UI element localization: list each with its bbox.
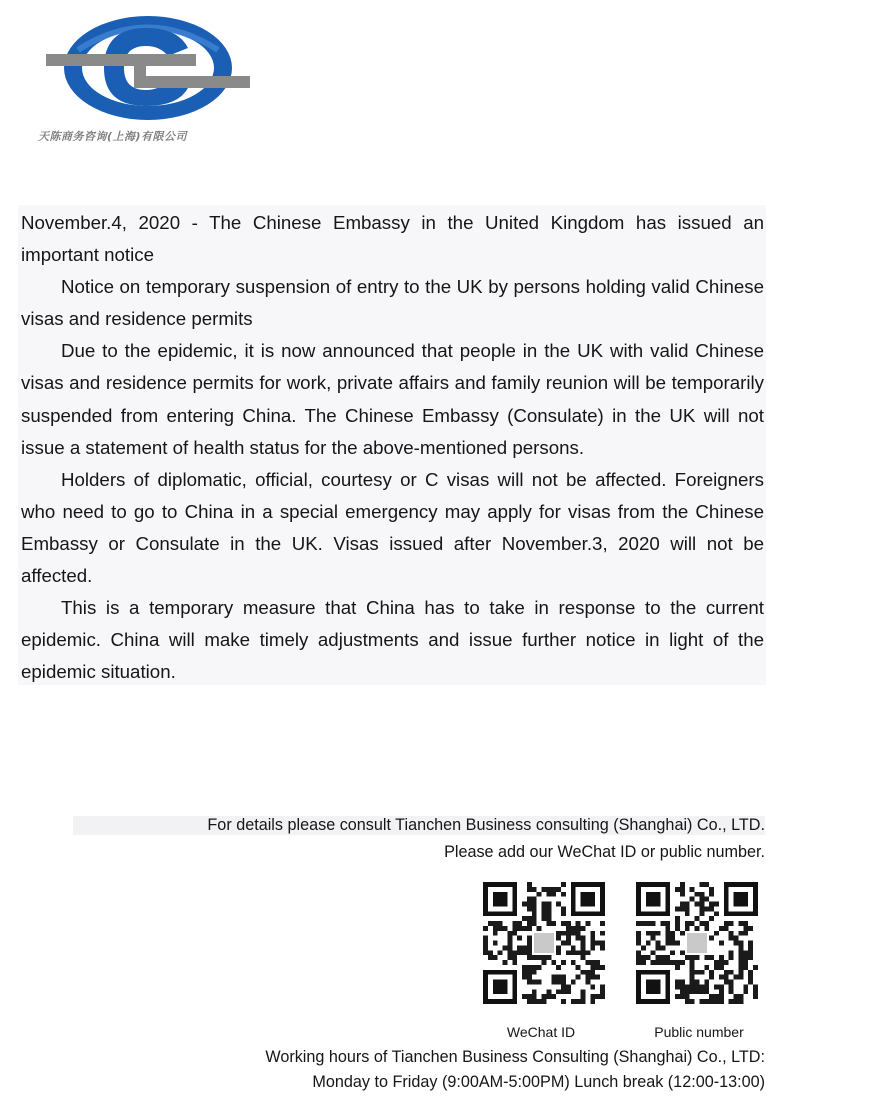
notice-body — [18, 205, 766, 685]
company-logo — [38, 10, 258, 145]
wechat-invite-line: Please add our WeChat ID or public number. — [444, 843, 765, 861]
company-logo-caption: 天陈商务咨询(上海)有限公司 — [38, 130, 188, 143]
wechat-id-label: WeChat ID — [506, 1024, 576, 1040]
contact-details-line: For details please consult Tianchen Business consulting (Shanghai) Co., LTD. — [73, 816, 765, 835]
public-number-label: Public number — [654, 1024, 744, 1040]
public-number-qr-code-icon[interactable] — [636, 882, 758, 1004]
company-logo-emblem-icon — [38, 10, 258, 130]
notice-paragraph: Notice on temporary suspension of entry to the UK by persons holding valid Chinese visas and residence permits — [21, 276, 764, 330]
working-hours-title: Working hours of Tianchen Business Consulting (Shanghai) Co., LTD: — [265, 1048, 765, 1066]
notice-paragraph: This is a temporary measure that China has to take in response to the current epidemic. China will make timely adjustments and issue further notice in light of the epidemic situation. — [21, 597, 764, 683]
notice-paragraph: Holders of diplomatic, official, courtesy or C visas will not be affected. Foreigners who need to go to China in a special emergency may apply for visas from the Chinese Embassy or Consulate in the UK. Visas issued after November.3, 2020 will not be affected. — [21, 468, 764, 587]
wechat-id-qr-code-icon[interactable] — [483, 882, 605, 1004]
notice-paragraph: Due to the epidemic, it is now announced that people in the UK with valid Chinese visas and residence permits for work, private affairs and family reunion will be temporarily suspended from entering China. The Chinese Embassy (Consulate) in the UK will not issue a statement of health status for the above-mentioned persons. — [21, 340, 764, 458]
working-hours-detail: Monday to Friday (9:00AM-5:00PM) Lunch break (12:00-13:00) — [312, 1073, 765, 1091]
notice-lead: November.4, 2020 - The Chinese Embassy in the United Kingdom has issued an important notice — [21, 212, 764, 266]
